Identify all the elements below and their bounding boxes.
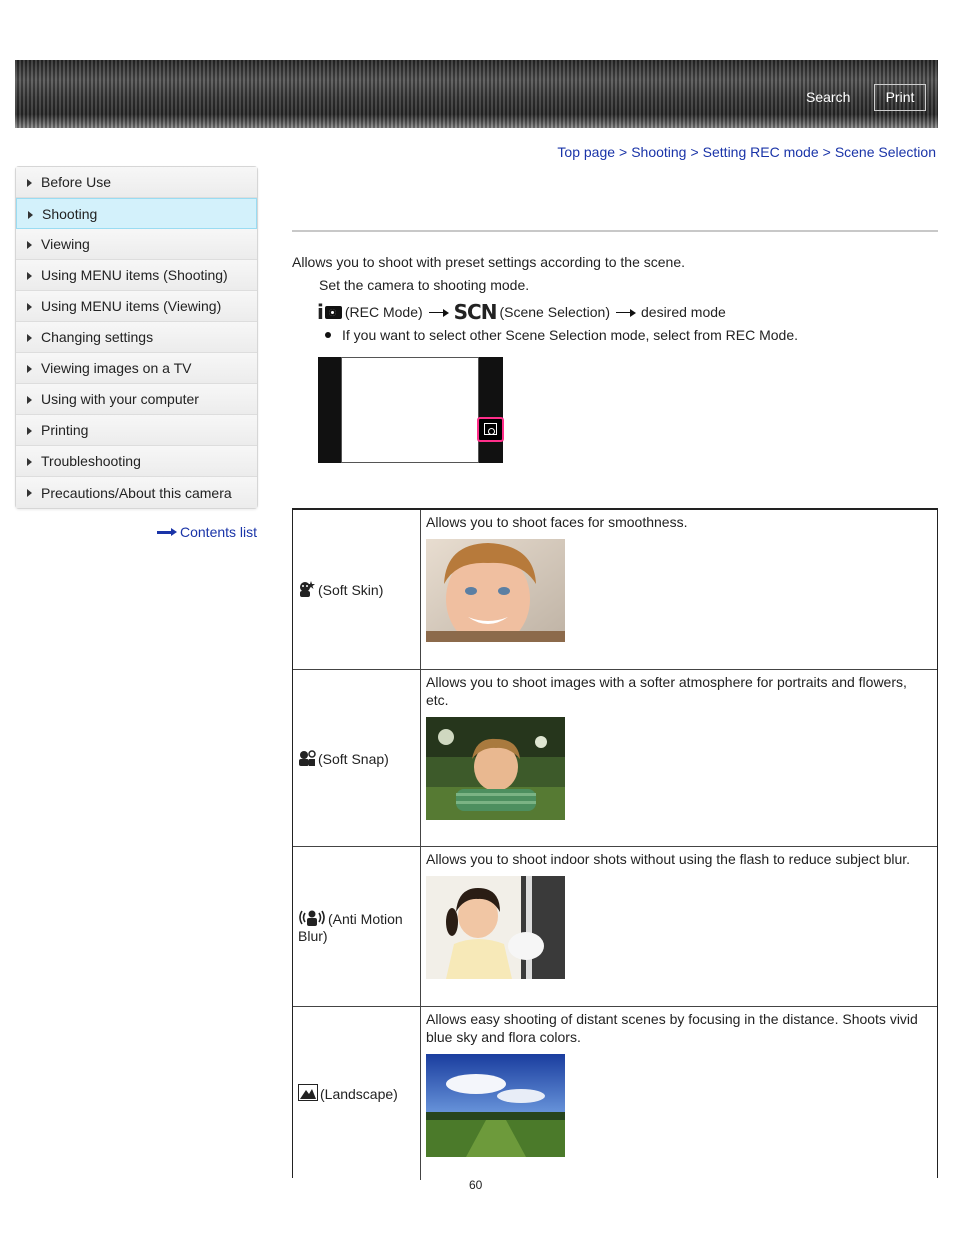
camera-screen-illustration [318, 357, 503, 463]
arrow-right-icon [616, 308, 636, 316]
soft-skin-sample-photo [426, 539, 565, 642]
mode-description: Allows you to shoot images with a softer atmosphere for portraits and flowers, etc. [426, 674, 907, 708]
breadcrumb-separator: > [619, 144, 628, 160]
mode-label-cell [293, 1007, 421, 1180]
contents-list-link[interactable] [157, 524, 257, 540]
sidebar-item-label: Shooting [42, 205, 98, 222]
mode-name: (Soft Skin) [318, 582, 384, 598]
page-number: 60 [469, 1178, 483, 1192]
anti-motion-blur-icon [298, 909, 326, 926]
soft-snap-icon [298, 749, 316, 766]
triangle-right-icon [27, 365, 32, 373]
sidebar-item-viewing-tv[interactable] [16, 353, 257, 384]
sidebar-item-label: Changing settings [41, 329, 154, 345]
sidebar-item-menu-shooting[interactable] [16, 260, 257, 291]
mode-label-cell [293, 847, 421, 1006]
note-text: If you want to select other Scene Selection mode, select from REC Mode. [342, 327, 798, 343]
mode-description-cell [426, 1007, 929, 1157]
soft-snap-sample-photo [426, 717, 565, 820]
soft-skin-icon [298, 580, 316, 597]
step-2-instruction [317, 300, 726, 324]
scn-icon: SCN [453, 300, 497, 324]
breadcrumb-top-page[interactable]: Top page [557, 144, 616, 160]
breadcrumb-separator: > [822, 144, 831, 160]
anti-motion-blur-sample-photo [426, 876, 565, 979]
breadcrumb [557, 144, 936, 160]
bullet-dot-icon [325, 332, 331, 338]
sidebar-item-precautions[interactable] [16, 477, 257, 508]
mode-description-cell [426, 510, 929, 642]
sidebar-nav [15, 166, 258, 509]
table-row [293, 510, 937, 670]
table-row [293, 1007, 937, 1180]
title-divider [292, 230, 938, 232]
sidebar-item-changing-settings[interactable] [16, 322, 257, 353]
sidebar-item-label: Using MENU items (Viewing) [41, 298, 222, 314]
sidebar-item-troubleshooting[interactable] [16, 446, 257, 477]
mode-description: Allows you to shoot indoor shots without using the flash to reduce subject blur. [426, 851, 911, 867]
triangle-right-icon [27, 272, 32, 280]
sidebar-item-computer[interactable] [16, 384, 257, 415]
breadcrumb-setting-rec-mode[interactable]: Setting REC mode [702, 144, 819, 160]
sidebar-item-label: Using with your computer [41, 391, 199, 407]
mode-description: Allows you to shoot faces for smoothness. [426, 514, 688, 530]
mode-label-cell [293, 510, 421, 669]
sidebar-item-label: Using MENU items (Shooting) [41, 267, 228, 283]
sidebar-item-label: Before Use [41, 174, 112, 190]
triangle-right-icon [27, 396, 32, 404]
landscape-sample-photo [426, 1054, 565, 1157]
sidebar-item-label: Viewing [41, 236, 90, 252]
breadcrumb-shooting[interactable]: Shooting [631, 144, 687, 160]
breadcrumb-scene-selection[interactable]: Scene Selection [834, 144, 936, 160]
note-bullet [325, 327, 798, 343]
sidebar-item-label: Troubleshooting [41, 453, 141, 469]
sidebar-item-printing[interactable] [16, 415, 257, 446]
breadcrumb-separator: > [690, 144, 699, 160]
rec-mode-icon: i [317, 302, 342, 322]
contents-list-label: Contents list [180, 524, 258, 540]
triangle-right-icon [27, 303, 32, 311]
arrow-right-icon [429, 308, 449, 316]
mode-description-cell [426, 847, 929, 979]
arrow-right-icon [157, 528, 177, 536]
top-header-bar [15, 60, 938, 128]
scene-selection-label: (Scene Selection) [499, 304, 610, 320]
sidebar-item-before-use[interactable] [16, 167, 257, 198]
search-link[interactable]: Search [806, 89, 851, 105]
mode-name: (Anti Motion Blur) [298, 910, 403, 944]
landscape-icon [298, 1084, 318, 1101]
screen-display-area [341, 357, 479, 463]
triangle-right-icon [27, 334, 32, 342]
table-row [293, 847, 937, 1007]
triangle-right-icon [27, 179, 32, 187]
table-row [293, 670, 937, 847]
sidebar-item-menu-viewing[interactable] [16, 291, 257, 322]
triangle-right-icon [27, 427, 32, 435]
step-1-text: Set the camera to shooting mode. [319, 277, 530, 293]
triangle-right-icon [28, 211, 33, 219]
intro-text: Allows you to shoot with preset settings according to the scene. [292, 254, 685, 270]
triangle-right-icon [27, 241, 32, 249]
mode-label-cell [293, 670, 421, 846]
scene-modes-table [292, 508, 938, 1178]
mode-description: Allows easy shooting of distant scenes by focusing in the distance. Shoots vivid blue sky and flora colors. [426, 1011, 918, 1045]
sidebar-item-shooting[interactable] [16, 198, 257, 229]
highlighted-mode-icon [477, 417, 504, 442]
sidebar-item-viewing[interactable] [16, 229, 257, 260]
print-button[interactable]: Print [874, 84, 926, 111]
mode-name: (Soft Snap) [318, 750, 389, 767]
rec-mode-label: (REC Mode) [344, 304, 423, 320]
sidebar-item-label: Precautions/About this camera [41, 484, 232, 501]
triangle-right-icon [27, 458, 32, 466]
sidebar-item-label: Printing [41, 422, 89, 438]
desired-mode-label: desired mode [641, 304, 726, 320]
sidebar-item-label: Viewing images on a TV [41, 360, 192, 376]
mode-description-cell [426, 670, 929, 820]
camera-icon [484, 423, 497, 435]
triangle-right-icon [27, 489, 32, 497]
mode-name: (Landscape) [320, 1086, 398, 1102]
